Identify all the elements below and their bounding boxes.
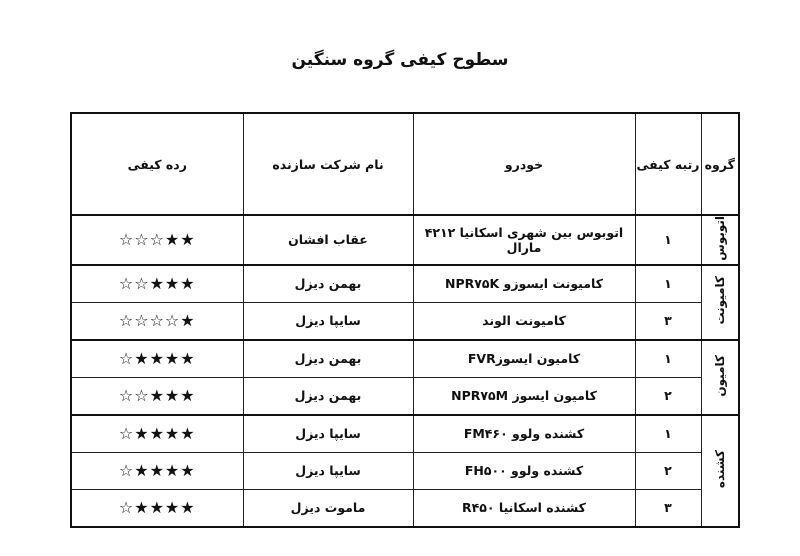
group-label: کشنده <box>712 450 727 489</box>
maker-cell: بهمن دیزل <box>243 265 413 303</box>
maker-cell: سایپا دیزل <box>243 452 413 489</box>
header-vehicle: خودرو <box>413 113 635 215</box>
rank-cell: ۳ <box>635 302 701 340</box>
table-row <box>71 215 739 265</box>
grade-cell <box>71 452 243 489</box>
star-rating: ★★★☆☆ <box>118 386 196 406</box>
grade-cell <box>71 377 243 415</box>
maker-cell: ماموت دیزل <box>243 489 413 527</box>
maker-cell: بهمن دیزل <box>243 377 413 415</box>
maker-cell: بهمن دیزل <box>243 340 413 378</box>
table-row <box>71 340 739 378</box>
vehicle-cell: اتوبوس بین شهری اسکانیا ۴۲۱۲ مارال <box>413 215 635 265</box>
star-rating: ★★★★☆ <box>118 424 196 444</box>
table-row <box>71 265 739 303</box>
header-maker: نام شرکت سازنده <box>243 113 413 215</box>
grade-cell <box>71 415 243 453</box>
grade-cell <box>71 215 243 265</box>
group-label: کامیون <box>712 354 727 397</box>
header-row <box>71 113 739 215</box>
maker-cell: عقاب افشان <box>243 215 413 265</box>
group-label: اتوبوس <box>712 216 727 261</box>
header-group: گروه <box>701 113 739 215</box>
star-rating: ★★★★☆ <box>118 461 196 481</box>
star-rating: ★★★☆☆ <box>118 274 196 294</box>
header-rank: رتبه کیفی <box>635 113 701 215</box>
rank-cell: ۱ <box>635 215 701 265</box>
vehicle-cell: کامیون ایسوز NPR۷۵M <box>413 377 635 415</box>
star-rating: ★★★★☆ <box>118 498 196 518</box>
group-cell-truck <box>701 340 739 415</box>
grade-cell <box>71 302 243 340</box>
rank-cell: ۱ <box>635 415 701 453</box>
star-rating: ★★☆☆☆ <box>118 230 196 250</box>
vehicle-cell: کامیونت الوند <box>413 302 635 340</box>
rank-cell: ۳ <box>635 489 701 527</box>
table-row <box>71 452 739 489</box>
group-cell-bus <box>701 215 739 265</box>
grade-cell <box>71 265 243 303</box>
rank-cell: ۲ <box>635 377 701 415</box>
vehicle-cell: کشنده اسکانیا R۴۵۰ <box>413 489 635 527</box>
rank-cell: ۱ <box>635 265 701 303</box>
vehicle-cell: کشنده ولوو FM۴۶۰ <box>413 415 635 453</box>
maker-cell: سایپا دیزل <box>243 415 413 453</box>
vehicle-cell: کامیون ایسوزFVR <box>413 340 635 378</box>
rank-cell: ۱ <box>635 340 701 378</box>
table-row <box>71 415 739 453</box>
maker-cell: سایپا دیزل <box>243 302 413 340</box>
group-label: کامیونت <box>712 276 727 325</box>
page-title: سطوح کیفی گروه سنگین <box>291 50 509 70</box>
group-cell-tractor <box>701 415 739 527</box>
table-row <box>71 302 739 340</box>
star-rating: ★★★★☆ <box>118 349 196 369</box>
grade-cell <box>71 489 243 527</box>
vehicle-cell: کامیونت ایسوزو NPR۷۵K <box>413 265 635 303</box>
header-grade: رده کیفی <box>71 113 243 215</box>
rank-cell: ۲ <box>635 452 701 489</box>
table-row <box>71 377 739 415</box>
table-row <box>71 489 739 527</box>
quality-table <box>70 112 740 528</box>
group-cell-light-truck <box>701 265 739 340</box>
vehicle-cell: کشنده ولوو FH۵۰۰ <box>413 452 635 489</box>
star-rating: ★☆☆☆☆ <box>118 311 196 331</box>
grade-cell <box>71 340 243 378</box>
